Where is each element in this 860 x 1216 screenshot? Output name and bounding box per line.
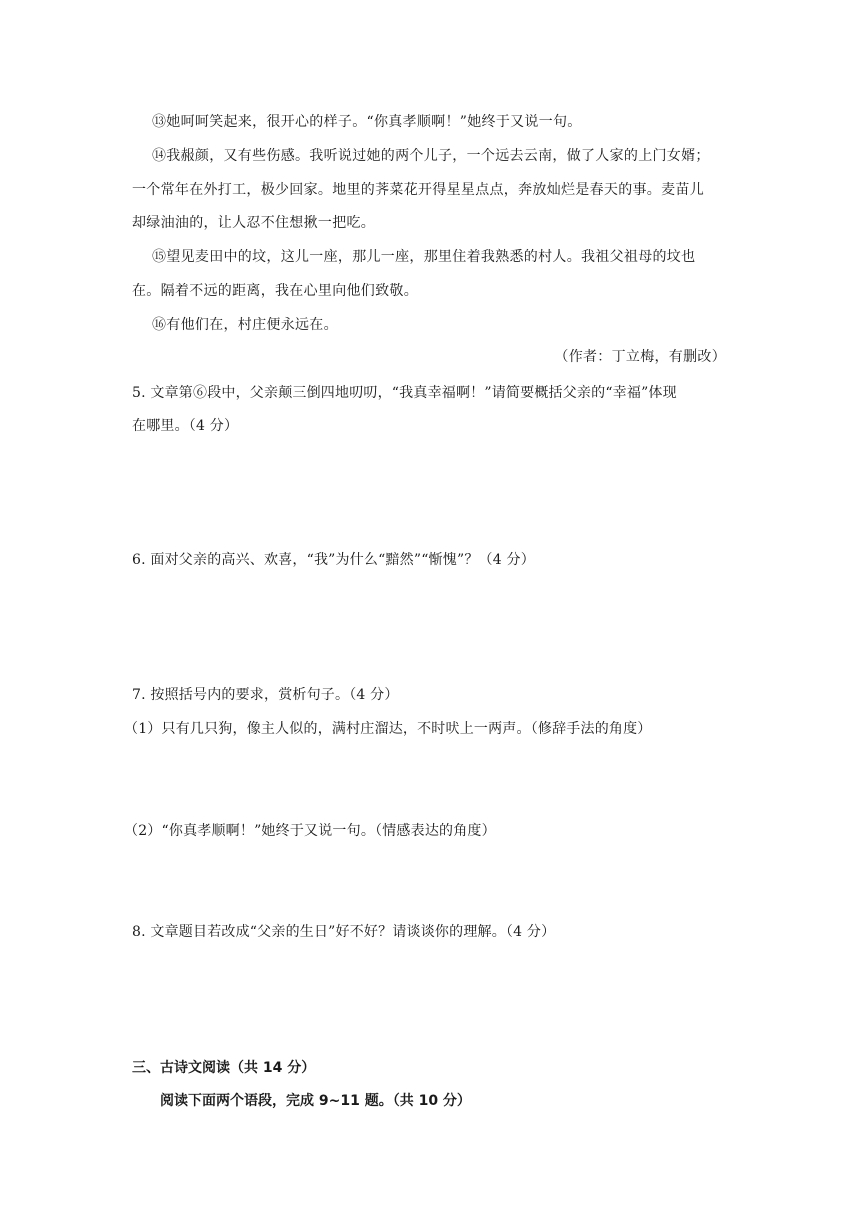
question-7: 7. 按照括号内的要求，赏析句子。（4 分） xyxy=(132,687,399,703)
paragraph-14-line-2: 一个常年在外打工，极少回家。地里的荠菜花开得星星点点，奔放灿烂是春天的事。麦苗儿 xyxy=(132,182,704,198)
section-3-instruction: 阅读下面两个语段，完成 9~11 题。（共 10 分） xyxy=(160,1093,471,1109)
paragraph-14-line-3: 却绿油油的，让人忍不住想揪一把吃。 xyxy=(132,215,376,231)
question-8: 8. 文章题目若改成“父亲的生日”好不好？请谈谈你的理解。（4 分） xyxy=(132,924,556,940)
section-3-heading: 三、古诗文阅读（共 14 分） xyxy=(132,1060,316,1076)
question-6: 6. 面对父亲的高兴、欢喜，“我”为什么“黯然”“惭愧”？（4 分） xyxy=(132,552,535,568)
paragraph-13: ⑬她呵呵笑起来，很开心的样子。“你真孝顺啊！”她终于又说一句。 xyxy=(152,114,582,130)
paragraph-16: ⑯有他们在，村庄便永远在。 xyxy=(152,317,338,333)
author-attribution: （作者：丁立梅，有删改） xyxy=(554,349,726,365)
question-5-line-1: 5. 文章第⑥段中，父亲颠三倒四地叨叨，“我真幸福啊！”请简要概括父亲的“幸福”体现 xyxy=(132,385,677,401)
question-5-line-2: 在哪里。（4 分） xyxy=(132,418,239,434)
paragraph-15-line-2: 在。隔着不远的距离，我在心里向他们致敬。 xyxy=(132,283,418,299)
question-7-part-1: （1）只有几只狗，像主人似的，满村庄溜达，不时吠上一两声。（修辞手法的角度） xyxy=(124,721,652,737)
paragraph-15-line-1: ⑮望见麦田中的坟，这儿一座，那儿一座，那里住着我熟悉的村人。我祖父祖母的坟也 xyxy=(152,249,696,265)
paragraph-14-line-1: ⑭我赧颜，又有些伤感。我听说过她的两个儿子，一个远去云南，做了人家的上门女婿； xyxy=(152,148,710,164)
question-7-part-2: （2）“你真孝顺啊！”她终于又说一句。（情感表达的角度） xyxy=(124,823,496,839)
